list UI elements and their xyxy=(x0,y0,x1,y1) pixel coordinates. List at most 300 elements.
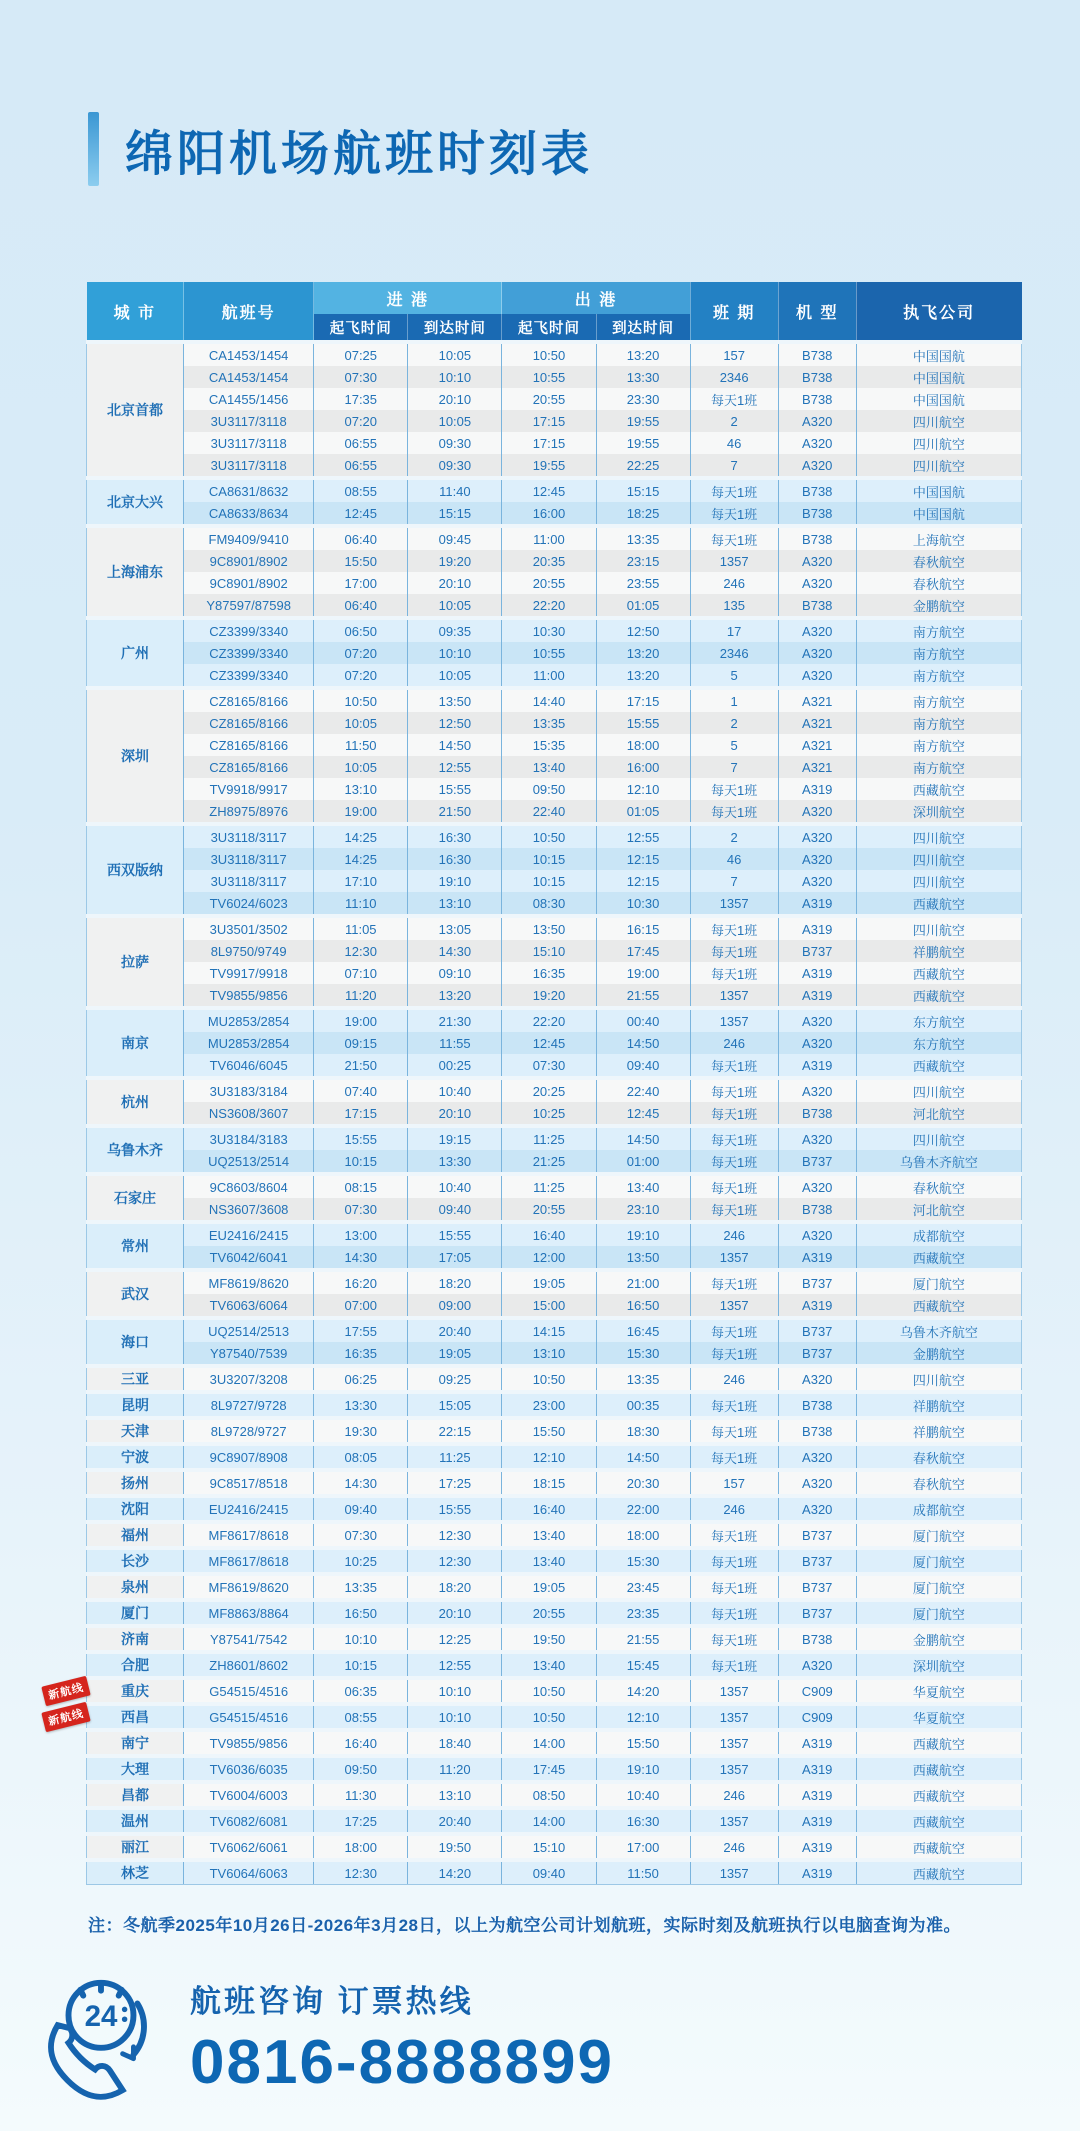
in-arr-cell: 12:30 xyxy=(408,1548,502,1574)
aircraft-cell: C909 xyxy=(778,1704,856,1730)
flight-cell: UQ2514/2513 xyxy=(184,1318,314,1342)
days-cell: 1357 xyxy=(690,1756,778,1782)
days-cell: 每天1班 xyxy=(690,1054,778,1078)
out-arr-cell: 23:35 xyxy=(596,1600,690,1626)
flight-row xyxy=(87,1548,1022,1574)
days-cell: 每天1班 xyxy=(690,388,778,410)
airline-cell: 四川航空 xyxy=(856,1366,1021,1392)
in-arr-cell: 15:55 xyxy=(408,778,502,800)
flight-cell: 9C8901/8902 xyxy=(184,550,314,572)
aircraft-cell: B737 xyxy=(778,1548,856,1574)
in-arr-cell: 11:40 xyxy=(408,478,502,502)
out-arr-cell: 23:55 xyxy=(596,572,690,594)
flight-cell: 3U3117/3118 xyxy=(184,432,314,454)
in-dep-cell: 06:55 xyxy=(314,432,408,454)
out-dep-cell: 12:10 xyxy=(502,1444,596,1470)
flight-cell: 9C8517/8518 xyxy=(184,1470,314,1496)
flight-cell: TV6042/6041 xyxy=(184,1246,314,1270)
out-dep-cell: 11:00 xyxy=(502,526,596,550)
in-arr-cell: 10:10 xyxy=(408,1704,502,1730)
flight-row xyxy=(87,1246,1022,1270)
city-cell xyxy=(87,1756,184,1782)
header-outbound-arr-time: 到达时间 xyxy=(596,314,690,342)
aircraft-cell: A319 xyxy=(778,916,856,940)
out-arr-cell: 15:30 xyxy=(596,1548,690,1574)
flight-cell: MF8617/8618 xyxy=(184,1522,314,1548)
flight-row xyxy=(87,478,1022,502)
days-cell: 157 xyxy=(690,342,778,366)
out-arr-cell: 23:15 xyxy=(596,550,690,572)
city-cell xyxy=(87,1318,184,1366)
airline-cell: 西藏航空 xyxy=(856,1782,1021,1808)
in-dep-cell: 08:55 xyxy=(314,1704,408,1730)
out-arr-cell: 12:10 xyxy=(596,778,690,800)
out-arr-cell: 23:45 xyxy=(596,1574,690,1600)
flight-row xyxy=(87,940,1022,962)
out-dep-cell: 13:40 xyxy=(502,1522,596,1548)
aircraft-cell: A319 xyxy=(778,1246,856,1270)
out-dep-cell: 15:35 xyxy=(502,734,596,756)
aircraft-cell: A319 xyxy=(778,1834,856,1860)
flight-cell: TV9917/9918 xyxy=(184,962,314,984)
days-cell: 1357 xyxy=(690,550,778,572)
aircraft-cell: A321 xyxy=(778,734,856,756)
city-label: 温州 xyxy=(121,1813,150,1829)
flight-row xyxy=(87,1270,1022,1294)
out-arr-cell: 00:35 xyxy=(596,1392,690,1418)
days-cell: 每天1班 xyxy=(690,1198,778,1222)
flight-row xyxy=(87,1522,1022,1548)
header-outbound: 出 港 xyxy=(502,282,690,314)
aircraft-cell: A320 xyxy=(778,550,856,572)
out-arr-cell: 19:10 xyxy=(596,1222,690,1246)
aircraft-cell: B737 xyxy=(778,1574,856,1600)
out-arr-cell: 22:25 xyxy=(596,454,690,478)
out-arr-cell: 13:35 xyxy=(596,526,690,550)
out-arr-cell: 13:20 xyxy=(596,342,690,366)
in-arr-cell: 10:10 xyxy=(408,1678,502,1704)
city-label: 大理 xyxy=(121,1761,150,1777)
aircraft-cell: A320 xyxy=(778,410,856,432)
flight-row xyxy=(87,1008,1022,1032)
flight-cell: Y87540/7539 xyxy=(184,1342,314,1366)
days-cell: 每天1班 xyxy=(690,1270,778,1294)
city-label: 武汉 xyxy=(121,1286,150,1302)
airline-cell: 四川航空 xyxy=(856,410,1021,432)
flight-cell: TV9855/9856 xyxy=(184,984,314,1008)
in-dep-cell: 11:05 xyxy=(314,916,408,940)
city-label: 南京 xyxy=(121,1035,150,1051)
out-arr-cell: 20:30 xyxy=(596,1470,690,1496)
flight-cell: TV6024/6023 xyxy=(184,892,314,916)
out-dep-cell: 09:40 xyxy=(502,1860,596,1885)
flight-row xyxy=(87,1392,1022,1418)
out-arr-cell: 01:00 xyxy=(596,1150,690,1174)
out-dep-cell: 17:45 xyxy=(502,1756,596,1782)
in-arr-cell: 12:30 xyxy=(408,1522,502,1548)
flight-row xyxy=(87,848,1022,870)
city-label: 昆明 xyxy=(121,1397,150,1413)
days-cell: 2 xyxy=(690,824,778,848)
in-arr-cell: 10:40 xyxy=(408,1174,502,1198)
out-dep-cell: 10:25 xyxy=(502,1102,596,1126)
days-cell: 每天1班 xyxy=(690,1318,778,1342)
in-arr-cell: 13:20 xyxy=(408,984,502,1008)
flight-row xyxy=(87,824,1022,848)
in-arr-cell: 15:55 xyxy=(408,1222,502,1246)
aircraft-cell: A321 xyxy=(778,756,856,778)
city-cell xyxy=(87,1652,184,1678)
in-dep-cell: 19:00 xyxy=(314,800,408,824)
days-cell: 每天1班 xyxy=(690,1548,778,1574)
flight-row xyxy=(87,1102,1022,1126)
flight-cell: 3U3501/3502 xyxy=(184,916,314,940)
aircraft-cell: B738 xyxy=(778,1626,856,1652)
flight-row xyxy=(87,432,1022,454)
out-arr-cell: 14:50 xyxy=(596,1444,690,1470)
airline-cell: 华夏航空 xyxy=(856,1704,1021,1730)
airline-cell: 南方航空 xyxy=(856,712,1021,734)
flight-cell: CZ8165/8166 xyxy=(184,756,314,778)
flight-row xyxy=(87,870,1022,892)
in-dep-cell: 17:55 xyxy=(314,1318,408,1342)
flight-row xyxy=(87,572,1022,594)
in-dep-cell: 16:20 xyxy=(314,1270,408,1294)
flight-row xyxy=(87,1678,1022,1704)
flight-row xyxy=(87,618,1022,642)
flight-row xyxy=(87,1342,1022,1366)
in-arr-cell: 15:15 xyxy=(408,502,502,526)
days-cell: 每天1班 xyxy=(690,1126,778,1150)
aircraft-cell: A320 xyxy=(778,1008,856,1032)
flight-cell: TV9855/9856 xyxy=(184,1730,314,1756)
out-dep-cell: 16:40 xyxy=(502,1496,596,1522)
aircraft-cell: A320 xyxy=(778,870,856,892)
flight-row xyxy=(87,756,1022,778)
out-arr-cell: 16:50 xyxy=(596,1294,690,1318)
airline-cell: 南方航空 xyxy=(856,618,1021,642)
city-label: 北京大兴 xyxy=(107,494,164,510)
flight-cell: 3U3117/3118 xyxy=(184,454,314,478)
in-dep-cell: 14:25 xyxy=(314,848,408,870)
out-dep-cell: 20:35 xyxy=(502,550,596,572)
airline-cell: 四川航空 xyxy=(856,432,1021,454)
days-cell: 1357 xyxy=(690,892,778,916)
in-arr-cell: 13:50 xyxy=(408,688,502,712)
out-arr-cell: 23:30 xyxy=(596,388,690,410)
in-dep-cell: 07:20 xyxy=(314,664,408,688)
flight-cell: FM9409/9410 xyxy=(184,526,314,550)
in-arr-cell: 09:30 xyxy=(408,432,502,454)
days-cell: 246 xyxy=(690,1834,778,1860)
flight-cell: TV6046/6045 xyxy=(184,1054,314,1078)
airline-cell: 西藏航空 xyxy=(856,1808,1021,1834)
city-label: 泉州 xyxy=(121,1579,150,1595)
out-dep-cell: 22:40 xyxy=(502,800,596,824)
city-cell xyxy=(87,916,184,1008)
flight-cell: TV6062/6061 xyxy=(184,1834,314,1860)
airline-cell: 春秋航空 xyxy=(856,1444,1021,1470)
in-dep-cell: 11:30 xyxy=(314,1782,408,1808)
out-arr-cell: 13:20 xyxy=(596,642,690,664)
flight-cell: 8L9728/9727 xyxy=(184,1418,314,1444)
flight-row xyxy=(87,1126,1022,1150)
in-dep-cell: 11:10 xyxy=(314,892,408,916)
days-cell: 每天1班 xyxy=(690,1522,778,1548)
in-arr-cell: 19:20 xyxy=(408,550,502,572)
in-dep-cell: 14:25 xyxy=(314,824,408,848)
out-arr-cell: 19:55 xyxy=(596,432,690,454)
airline-cell: 中国国航 xyxy=(856,502,1021,526)
airline-cell: 西藏航空 xyxy=(856,1834,1021,1860)
in-arr-cell: 22:15 xyxy=(408,1418,502,1444)
out-dep-cell: 10:15 xyxy=(502,848,596,870)
out-dep-cell: 15:50 xyxy=(502,1418,596,1444)
out-dep-cell: 08:30 xyxy=(502,892,596,916)
flight-cell: TV6036/6035 xyxy=(184,1756,314,1782)
in-dep-cell: 06:55 xyxy=(314,454,408,478)
days-cell: 1357 xyxy=(690,1008,778,1032)
flight-row xyxy=(87,342,1022,366)
flight-cell: CA1453/1454 xyxy=(184,366,314,388)
airline-cell: 西藏航空 xyxy=(856,984,1021,1008)
city-label: 林芝 xyxy=(121,1865,150,1881)
flight-cell: EU2416/2415 xyxy=(184,1222,314,1246)
aircraft-cell: B737 xyxy=(778,940,856,962)
flight-cell: UQ2513/2514 xyxy=(184,1150,314,1174)
days-cell: 46 xyxy=(690,848,778,870)
flight-cell: 3U3207/3208 xyxy=(184,1366,314,1392)
in-arr-cell: 14:50 xyxy=(408,734,502,756)
days-cell: 每天1班 xyxy=(690,940,778,962)
aircraft-cell: A321 xyxy=(778,712,856,734)
aircraft-cell: A320 xyxy=(778,1470,856,1496)
header-inbound: 进 港 xyxy=(314,282,502,314)
city-label: 西昌 xyxy=(121,1709,150,1725)
city-label: 扬州 xyxy=(121,1475,150,1491)
flight-row xyxy=(87,1032,1022,1054)
flight-row xyxy=(87,1834,1022,1860)
flight-cell: TV6082/6081 xyxy=(184,1808,314,1834)
city-cell xyxy=(87,1174,184,1222)
flight-cell: MU2853/2854 xyxy=(184,1032,314,1054)
days-cell: 1357 xyxy=(690,1246,778,1270)
in-arr-cell: 11:20 xyxy=(408,1756,502,1782)
aircraft-cell: B738 xyxy=(778,594,856,618)
flight-row xyxy=(87,594,1022,618)
city-label: 南宁 xyxy=(121,1735,150,1751)
city-cell xyxy=(87,526,184,618)
in-arr-cell: 11:25 xyxy=(408,1444,502,1470)
in-arr-cell: 12:55 xyxy=(408,756,502,778)
flight-cell: G54515/4516 xyxy=(184,1704,314,1730)
days-cell: 246 xyxy=(690,1032,778,1054)
in-dep-cell: 08:15 xyxy=(314,1174,408,1198)
airline-cell: 华夏航空 xyxy=(856,1678,1021,1704)
flight-row xyxy=(87,1860,1022,1885)
aircraft-cell: B738 xyxy=(778,1102,856,1126)
days-cell: 246 xyxy=(690,1496,778,1522)
aircraft-cell: A320 xyxy=(778,572,856,594)
flight-cell: CZ8165/8166 xyxy=(184,734,314,756)
in-dep-cell: 15:50 xyxy=(314,550,408,572)
aircraft-cell: B738 xyxy=(778,478,856,502)
flight-row xyxy=(87,1150,1022,1174)
out-arr-cell: 16:30 xyxy=(596,1808,690,1834)
days-cell: 1357 xyxy=(690,1678,778,1704)
flight-table-body xyxy=(47,342,1022,1885)
in-arr-cell: 20:40 xyxy=(408,1318,502,1342)
flight-row xyxy=(87,1444,1022,1470)
city-cell xyxy=(87,1126,184,1174)
hotline-text xyxy=(190,1970,614,2098)
flight-cell: TV6063/6064 xyxy=(184,1294,314,1318)
in-dep-cell: 06:35 xyxy=(314,1678,408,1704)
airline-cell: 春秋航空 xyxy=(856,1470,1021,1496)
city-label: 厦门 xyxy=(121,1605,150,1621)
city-cell xyxy=(87,1008,184,1078)
airline-cell: 金鹏航空 xyxy=(856,1626,1021,1652)
days-cell: 2 xyxy=(690,712,778,734)
flight-cell: 3U3184/3183 xyxy=(184,1126,314,1150)
flight-row xyxy=(87,454,1022,478)
in-arr-cell: 10:05 xyxy=(408,594,502,618)
days-cell: 每天1班 xyxy=(690,962,778,984)
days-cell: 246 xyxy=(690,572,778,594)
aircraft-cell: B737 xyxy=(778,1522,856,1548)
in-arr-cell: 09:25 xyxy=(408,1366,502,1392)
out-dep-cell: 10:50 xyxy=(502,1366,596,1392)
out-dep-cell: 09:50 xyxy=(502,778,596,800)
flight-cell: CA8633/8634 xyxy=(184,502,314,526)
in-dep-cell: 14:30 xyxy=(314,1470,408,1496)
airline-cell: 厦门航空 xyxy=(856,1548,1021,1574)
out-dep-cell: 20:55 xyxy=(502,1198,596,1222)
in-arr-cell: 20:10 xyxy=(408,388,502,410)
airline-cell: 南方航空 xyxy=(856,734,1021,756)
flight-cell: 9C8907/8908 xyxy=(184,1444,314,1470)
flight-row xyxy=(87,642,1022,664)
in-dep-cell: 07:30 xyxy=(314,366,408,388)
city-label: 天津 xyxy=(121,1423,150,1439)
in-dep-cell: 18:00 xyxy=(314,1834,408,1860)
out-arr-cell: 12:15 xyxy=(596,870,690,892)
out-arr-cell: 12:55 xyxy=(596,824,690,848)
flight-row xyxy=(87,1730,1022,1756)
page-title: 绵阳机场航班时刻表 xyxy=(125,127,594,181)
flight-cell: CZ3399/3340 xyxy=(184,664,314,688)
in-dep-cell: 07:10 xyxy=(314,962,408,984)
airline-cell: 厦门航空 xyxy=(856,1600,1021,1626)
out-dep-cell: 08:50 xyxy=(502,1782,596,1808)
in-arr-cell: 21:30 xyxy=(408,1008,502,1032)
airline-cell: 金鹏航空 xyxy=(856,1342,1021,1366)
in-arr-cell: 12:55 xyxy=(408,1652,502,1678)
out-arr-cell: 19:10 xyxy=(596,1756,690,1782)
airline-cell: 河北航空 xyxy=(856,1102,1021,1126)
in-dep-cell: 06:40 xyxy=(314,526,408,550)
airline-cell: 祥鹏航空 xyxy=(856,1392,1021,1418)
aircraft-cell: A320 xyxy=(778,432,856,454)
out-arr-cell: 14:20 xyxy=(596,1678,690,1704)
out-arr-cell: 00:40 xyxy=(596,1008,690,1032)
city-label: 济南 xyxy=(121,1631,150,1647)
out-dep-cell: 14:15 xyxy=(502,1318,596,1342)
flight-cell: MF8619/8620 xyxy=(184,1574,314,1600)
days-cell: 1 xyxy=(690,688,778,712)
aircraft-cell: B737 xyxy=(778,1318,856,1342)
in-dep-cell: 16:40 xyxy=(314,1730,408,1756)
flight-cell: CZ8165/8166 xyxy=(184,688,314,712)
in-dep-cell: 17:25 xyxy=(314,1808,408,1834)
aircraft-cell: A320 xyxy=(778,1078,856,1102)
city-label: 杭州 xyxy=(121,1094,150,1110)
city-cell xyxy=(47,1704,184,1730)
out-arr-cell: 01:05 xyxy=(596,800,690,824)
in-dep-cell: 17:00 xyxy=(314,572,408,594)
city-cell xyxy=(87,478,184,526)
airline-cell: 乌鲁木齐航空 xyxy=(856,1318,1021,1342)
airline-cell: 四川航空 xyxy=(856,848,1021,870)
flight-row xyxy=(87,1222,1022,1246)
out-arr-cell: 17:15 xyxy=(596,688,690,712)
in-arr-cell: 13:10 xyxy=(408,892,502,916)
flight-row xyxy=(87,1418,1022,1444)
aircraft-cell: A319 xyxy=(778,962,856,984)
out-arr-cell: 19:00 xyxy=(596,962,690,984)
out-dep-cell: 20:55 xyxy=(502,572,596,594)
flight-cell: NS3607/3608 xyxy=(184,1198,314,1222)
city-cell xyxy=(87,1444,184,1470)
airline-cell: 祥鹏航空 xyxy=(856,1418,1021,1444)
out-dep-cell: 10:50 xyxy=(502,1704,596,1730)
airline-cell: 中国国航 xyxy=(856,366,1021,388)
days-cell: 每天1班 xyxy=(690,1150,778,1174)
days-cell: 1357 xyxy=(690,984,778,1008)
airline-cell: 西藏航空 xyxy=(856,778,1021,800)
out-arr-cell: 13:30 xyxy=(596,366,690,388)
out-dep-cell: 16:00 xyxy=(502,502,596,526)
in-arr-cell: 12:50 xyxy=(408,712,502,734)
city-cell xyxy=(87,1626,184,1652)
city-cell xyxy=(87,1600,184,1626)
flight-cell: TV6004/6003 xyxy=(184,1782,314,1808)
out-arr-cell: 17:00 xyxy=(596,1834,690,1860)
days-cell: 2 xyxy=(690,410,778,432)
flight-row xyxy=(87,502,1022,526)
city-cell xyxy=(87,1808,184,1834)
aircraft-cell: A319 xyxy=(778,1756,856,1782)
out-arr-cell: 14:50 xyxy=(596,1126,690,1150)
airline-cell: 上海航空 xyxy=(856,526,1021,550)
in-arr-cell: 10:10 xyxy=(408,366,502,388)
aircraft-cell: A319 xyxy=(778,778,856,800)
out-arr-cell: 18:00 xyxy=(596,734,690,756)
out-dep-cell: 10:55 xyxy=(502,366,596,388)
hotline-label: 航班咨询 订票热线 xyxy=(190,1984,474,2019)
city-cell xyxy=(87,1270,184,1318)
aircraft-cell: A319 xyxy=(778,984,856,1008)
flight-row xyxy=(87,1366,1022,1392)
aircraft-cell: A319 xyxy=(778,1808,856,1834)
flight-row xyxy=(87,1574,1022,1600)
in-arr-cell: 10:05 xyxy=(408,410,502,432)
airline-cell: 南方航空 xyxy=(856,642,1021,664)
icon-24-text: 24 xyxy=(84,2000,118,2034)
aircraft-cell: B738 xyxy=(778,1418,856,1444)
days-cell: 每天1班 xyxy=(690,778,778,800)
airline-cell: 成都航空 xyxy=(856,1222,1021,1246)
